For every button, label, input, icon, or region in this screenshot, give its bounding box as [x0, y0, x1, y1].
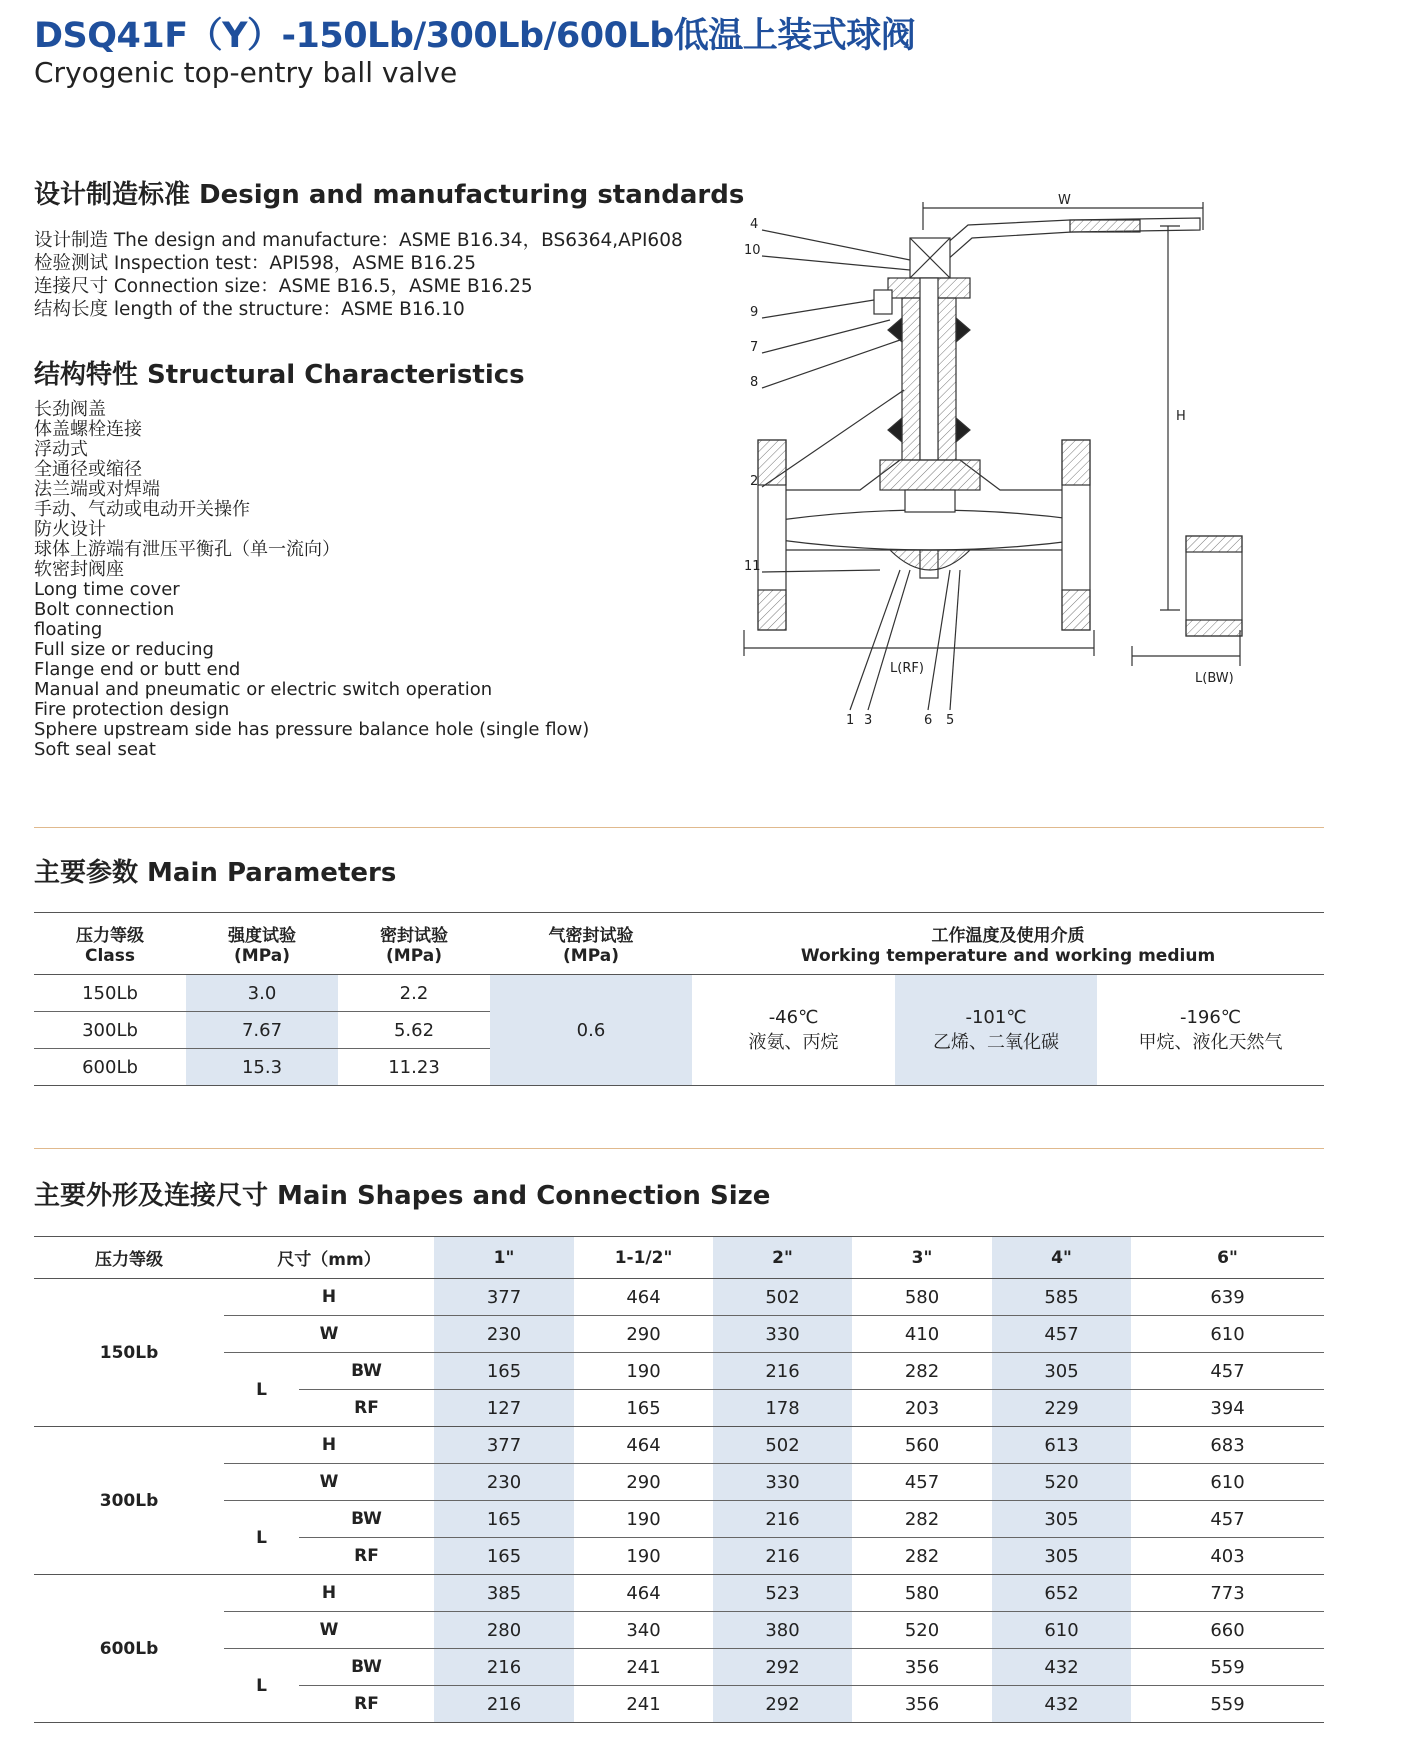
- cell-value: 165: [434, 1501, 574, 1538]
- cell-medium-1: -46℃ 液氨、丙烷: [692, 975, 895, 1086]
- cell-value: 580: [852, 1575, 992, 1612]
- cell-seal: 11.23: [338, 1049, 490, 1086]
- header-strength: 强度试验 (MPa): [186, 913, 338, 975]
- dims-table: [34, 1236, 1324, 1723]
- cell-value: 230: [434, 1316, 574, 1353]
- cell-seal: 5.62: [338, 1012, 490, 1049]
- cell-value: 282: [852, 1538, 992, 1575]
- cell-dim-label: BW: [299, 1353, 434, 1390]
- valve-drawing: [740, 190, 1300, 750]
- cell-medium-3: -196℃ 甲烷、液化天然气: [1097, 975, 1324, 1086]
- cell-value: 190: [574, 1353, 713, 1390]
- page-subtitle: Cryogenic top-entry ball valve: [34, 56, 458, 89]
- feature-item: 全通径或缩径: [34, 459, 142, 480]
- part-label: 5: [946, 713, 955, 728]
- part-label: 4: [750, 217, 759, 232]
- feature-list: [34, 400, 589, 760]
- cell-value: 377: [434, 1427, 574, 1464]
- cell-value: 410: [852, 1316, 992, 1353]
- cell-value: 464: [574, 1279, 713, 1316]
- feature-item: Full size or reducing: [34, 639, 214, 660]
- cell-value: 523: [713, 1575, 852, 1612]
- feature-item: 体盖螺栓连接: [34, 419, 142, 440]
- cell-value: 282: [852, 1501, 992, 1538]
- table-row: [34, 1649, 1324, 1686]
- cell-value: 520: [992, 1464, 1131, 1501]
- cell-medium-2: -101℃ 乙烯、二氧化碳: [895, 975, 1097, 1086]
- cell-value: 178: [713, 1390, 852, 1427]
- cell-value: 580: [852, 1279, 992, 1316]
- dims-body: [34, 1279, 1324, 1723]
- part-label: 7: [750, 340, 759, 355]
- cell-value: 610: [1131, 1464, 1324, 1501]
- cell-value: 560: [852, 1427, 992, 1464]
- cell-value: 216: [434, 1686, 574, 1723]
- cell-value: 330: [713, 1316, 852, 1353]
- cell-pressure-class: 150Lb: [34, 1279, 224, 1427]
- header-size-col: 3": [852, 1237, 992, 1279]
- cell-value: 230: [434, 1464, 574, 1501]
- cell-value: 330: [713, 1464, 852, 1501]
- cell-value: 241: [574, 1686, 713, 1723]
- cell-value: 165: [574, 1390, 713, 1427]
- header-size-col: 2": [713, 1237, 852, 1279]
- feature-item: 手动、气动或电动开关操作: [34, 499, 250, 520]
- feature-item: 球体上游端有泄压平衡孔（单一流向）: [34, 539, 340, 560]
- structure-heading: 结构特性 Structural Characteristics: [34, 360, 525, 390]
- cell-dim-label: H: [224, 1427, 434, 1464]
- cell-value: 216: [713, 1353, 852, 1390]
- header-seal: 密封试验 (MPa): [338, 913, 490, 975]
- label-w: W: [1058, 193, 1071, 208]
- feature-item: 浮动式: [34, 439, 88, 460]
- cell-dim-label: W: [224, 1316, 434, 1353]
- table-row: [34, 1353, 1324, 1390]
- cell-value: 305: [992, 1353, 1131, 1390]
- cell-dim-label-l: L: [224, 1353, 299, 1427]
- cell-dim-label-l: L: [224, 1501, 299, 1575]
- cell-value: 165: [434, 1538, 574, 1575]
- header-pressure-class: 压力等级: [34, 1237, 224, 1279]
- cell-value: 457: [992, 1316, 1131, 1353]
- table-row: [34, 1427, 1324, 1464]
- cell-seal: 2.2: [338, 975, 490, 1012]
- part-label: 3: [864, 713, 873, 728]
- feature-item: Soft seal seat: [34, 739, 156, 760]
- feature-item: Flange end or butt end: [34, 659, 241, 680]
- cell-value: 652: [992, 1575, 1131, 1612]
- cell-value: 394: [1131, 1390, 1324, 1427]
- cell-value: 457: [1131, 1353, 1324, 1390]
- cell-value: 340: [574, 1612, 713, 1649]
- part-label: 6: [924, 713, 933, 728]
- part-label: 11: [744, 559, 761, 574]
- cell-value: 610: [1131, 1316, 1324, 1353]
- cell-value: 380: [713, 1612, 852, 1649]
- cell-value: 229: [992, 1390, 1131, 1427]
- cell-value: 559: [1131, 1686, 1324, 1723]
- cell-value: 305: [992, 1538, 1131, 1575]
- cell-value: 282: [852, 1353, 992, 1390]
- cell-value: 377: [434, 1279, 574, 1316]
- cell-value: 292: [713, 1686, 852, 1723]
- cell-value: 502: [713, 1279, 852, 1316]
- cell-dim-label-l: L: [224, 1649, 299, 1723]
- cell-value: 613: [992, 1427, 1131, 1464]
- feature-item: floating: [34, 619, 103, 640]
- header-air: 气密封试验 (MPa): [490, 913, 692, 975]
- cell-value: 216: [434, 1649, 574, 1686]
- cell-value: 432: [992, 1686, 1131, 1723]
- divider: [34, 1148, 1324, 1149]
- cell-strength: 7.67: [186, 1012, 338, 1049]
- part-label: 9: [750, 305, 759, 320]
- cell-pressure-class: 600Lb: [34, 1575, 224, 1723]
- cell-dim-label: H: [224, 1279, 434, 1316]
- dims-heading: 主要外形及连接尺寸 Main Shapes and Connection Size: [34, 1181, 771, 1211]
- table-row: [34, 1612, 1324, 1649]
- cell-dim-label: BW: [299, 1501, 434, 1538]
- cell-value: 241: [574, 1649, 713, 1686]
- table-row: [34, 1316, 1324, 1353]
- cell-value: 585: [992, 1279, 1131, 1316]
- cell-dim-label: RF: [299, 1686, 434, 1723]
- cell-value: 639: [1131, 1279, 1324, 1316]
- cell-value: 432: [992, 1649, 1131, 1686]
- feature-item: 软密封阀座: [34, 559, 124, 580]
- cell-value: 502: [713, 1427, 852, 1464]
- feature-item: Fire protection design: [34, 699, 230, 720]
- cell-dim-label: RF: [299, 1538, 434, 1575]
- cell-value: 290: [574, 1316, 713, 1353]
- cell-value: 559: [1131, 1649, 1324, 1686]
- cell-value: 457: [852, 1464, 992, 1501]
- cell-value: 356: [852, 1686, 992, 1723]
- cell-value: 216: [713, 1538, 852, 1575]
- part-label: 1: [846, 713, 855, 728]
- feature-item: 防火设计: [34, 519, 106, 540]
- part-label: 10: [744, 243, 761, 258]
- cell-value: 280: [434, 1612, 574, 1649]
- header-size-col: 1": [434, 1237, 574, 1279]
- cell-value: 610: [992, 1612, 1131, 1649]
- cell-class: 300Lb: [34, 1012, 186, 1049]
- feature-item: Long time cover: [34, 579, 180, 600]
- cell-value: 773: [1131, 1575, 1324, 1612]
- cell-value: 520: [852, 1612, 992, 1649]
- cell-value: 203: [852, 1390, 992, 1427]
- cell-value: 292: [713, 1649, 852, 1686]
- cell-dim-label: W: [224, 1464, 434, 1501]
- standard-line: 连接尺寸 Connection size：ASME B16.5，ASME B16.25: [34, 276, 533, 297]
- part-label: 2: [750, 474, 759, 489]
- cell-value: 683: [1131, 1427, 1324, 1464]
- header-size: 尺寸（mm）: [224, 1237, 434, 1279]
- params-table: [34, 912, 1324, 1086]
- feature-item: Sphere upstream side has pressure balance hole (single flow): [34, 719, 590, 740]
- label-lbw: L(BW): [1195, 671, 1234, 686]
- feature-item: Bolt connection: [34, 599, 175, 620]
- cell-value: 457: [1131, 1501, 1324, 1538]
- standard-line: 结构长度 length of the structure：ASME B16.10: [34, 299, 465, 320]
- cell-value: 356: [852, 1649, 992, 1686]
- table-row: [34, 1279, 1324, 1316]
- header-size-col: 6": [1131, 1237, 1324, 1279]
- table-row: [34, 975, 1324, 1012]
- standard-line: 设计制造 The design and manufacture：ASME B16.34，BS6364,API608: [34, 230, 683, 251]
- cell-value: 190: [574, 1501, 713, 1538]
- divider: [34, 827, 1324, 828]
- header-size-col: 1-1/2": [574, 1237, 713, 1279]
- cell-dim-label: W: [224, 1612, 434, 1649]
- label-lrf: L(RF): [890, 661, 924, 676]
- cell-value: 464: [574, 1575, 713, 1612]
- cell-dim-label: H: [224, 1575, 434, 1612]
- cell-value: 403: [1131, 1538, 1324, 1575]
- cell-air: 0.6: [490, 975, 692, 1086]
- cell-class: 600Lb: [34, 1049, 186, 1086]
- cell-value: 660: [1131, 1612, 1324, 1649]
- feature-item: Manual and pneumatic or electric switch operation: [34, 679, 493, 700]
- cell-value: 290: [574, 1464, 713, 1501]
- cell-value: 190: [574, 1538, 713, 1575]
- cell-value: 305: [992, 1501, 1131, 1538]
- cell-dim-label: RF: [299, 1390, 434, 1427]
- cell-value: 127: [434, 1390, 574, 1427]
- table-row: [34, 1501, 1324, 1538]
- part-label: 8: [750, 375, 759, 390]
- cell-value: 216: [713, 1501, 852, 1538]
- header-class: 压力等级 Class: [34, 913, 186, 975]
- table-row: [34, 1575, 1324, 1612]
- cell-class: 150Lb: [34, 975, 186, 1012]
- cell-dim-label: BW: [299, 1649, 434, 1686]
- cell-value: 385: [434, 1575, 574, 1612]
- cell-value: 464: [574, 1427, 713, 1464]
- table-row: [34, 1464, 1324, 1501]
- standard-line: 检验测试 Inspection test：API598，ASME B16.25: [34, 253, 477, 274]
- params-heading: 主要参数 Main Parameters: [34, 858, 397, 888]
- cell-pressure-class: 300Lb: [34, 1427, 224, 1575]
- header-working: 工作温度及使用介质 Working temperature and working medium: [692, 913, 1324, 975]
- standards-heading: 设计制造标准 Design and manufacturing standards: [34, 180, 745, 210]
- header-size-col: 4": [992, 1237, 1131, 1279]
- label-h: H: [1176, 409, 1186, 424]
- cell-strength: 3.0: [186, 975, 338, 1012]
- page-title: DSQ41F（Y）-150Lb/300Lb/600Lb低温上装式球阀: [34, 16, 916, 56]
- feature-item: 法兰端或对焊端: [34, 479, 160, 500]
- feature-item: 长劲阀盖: [34, 399, 106, 420]
- cell-value: 165: [434, 1353, 574, 1390]
- cell-strength: 15.3: [186, 1049, 338, 1086]
